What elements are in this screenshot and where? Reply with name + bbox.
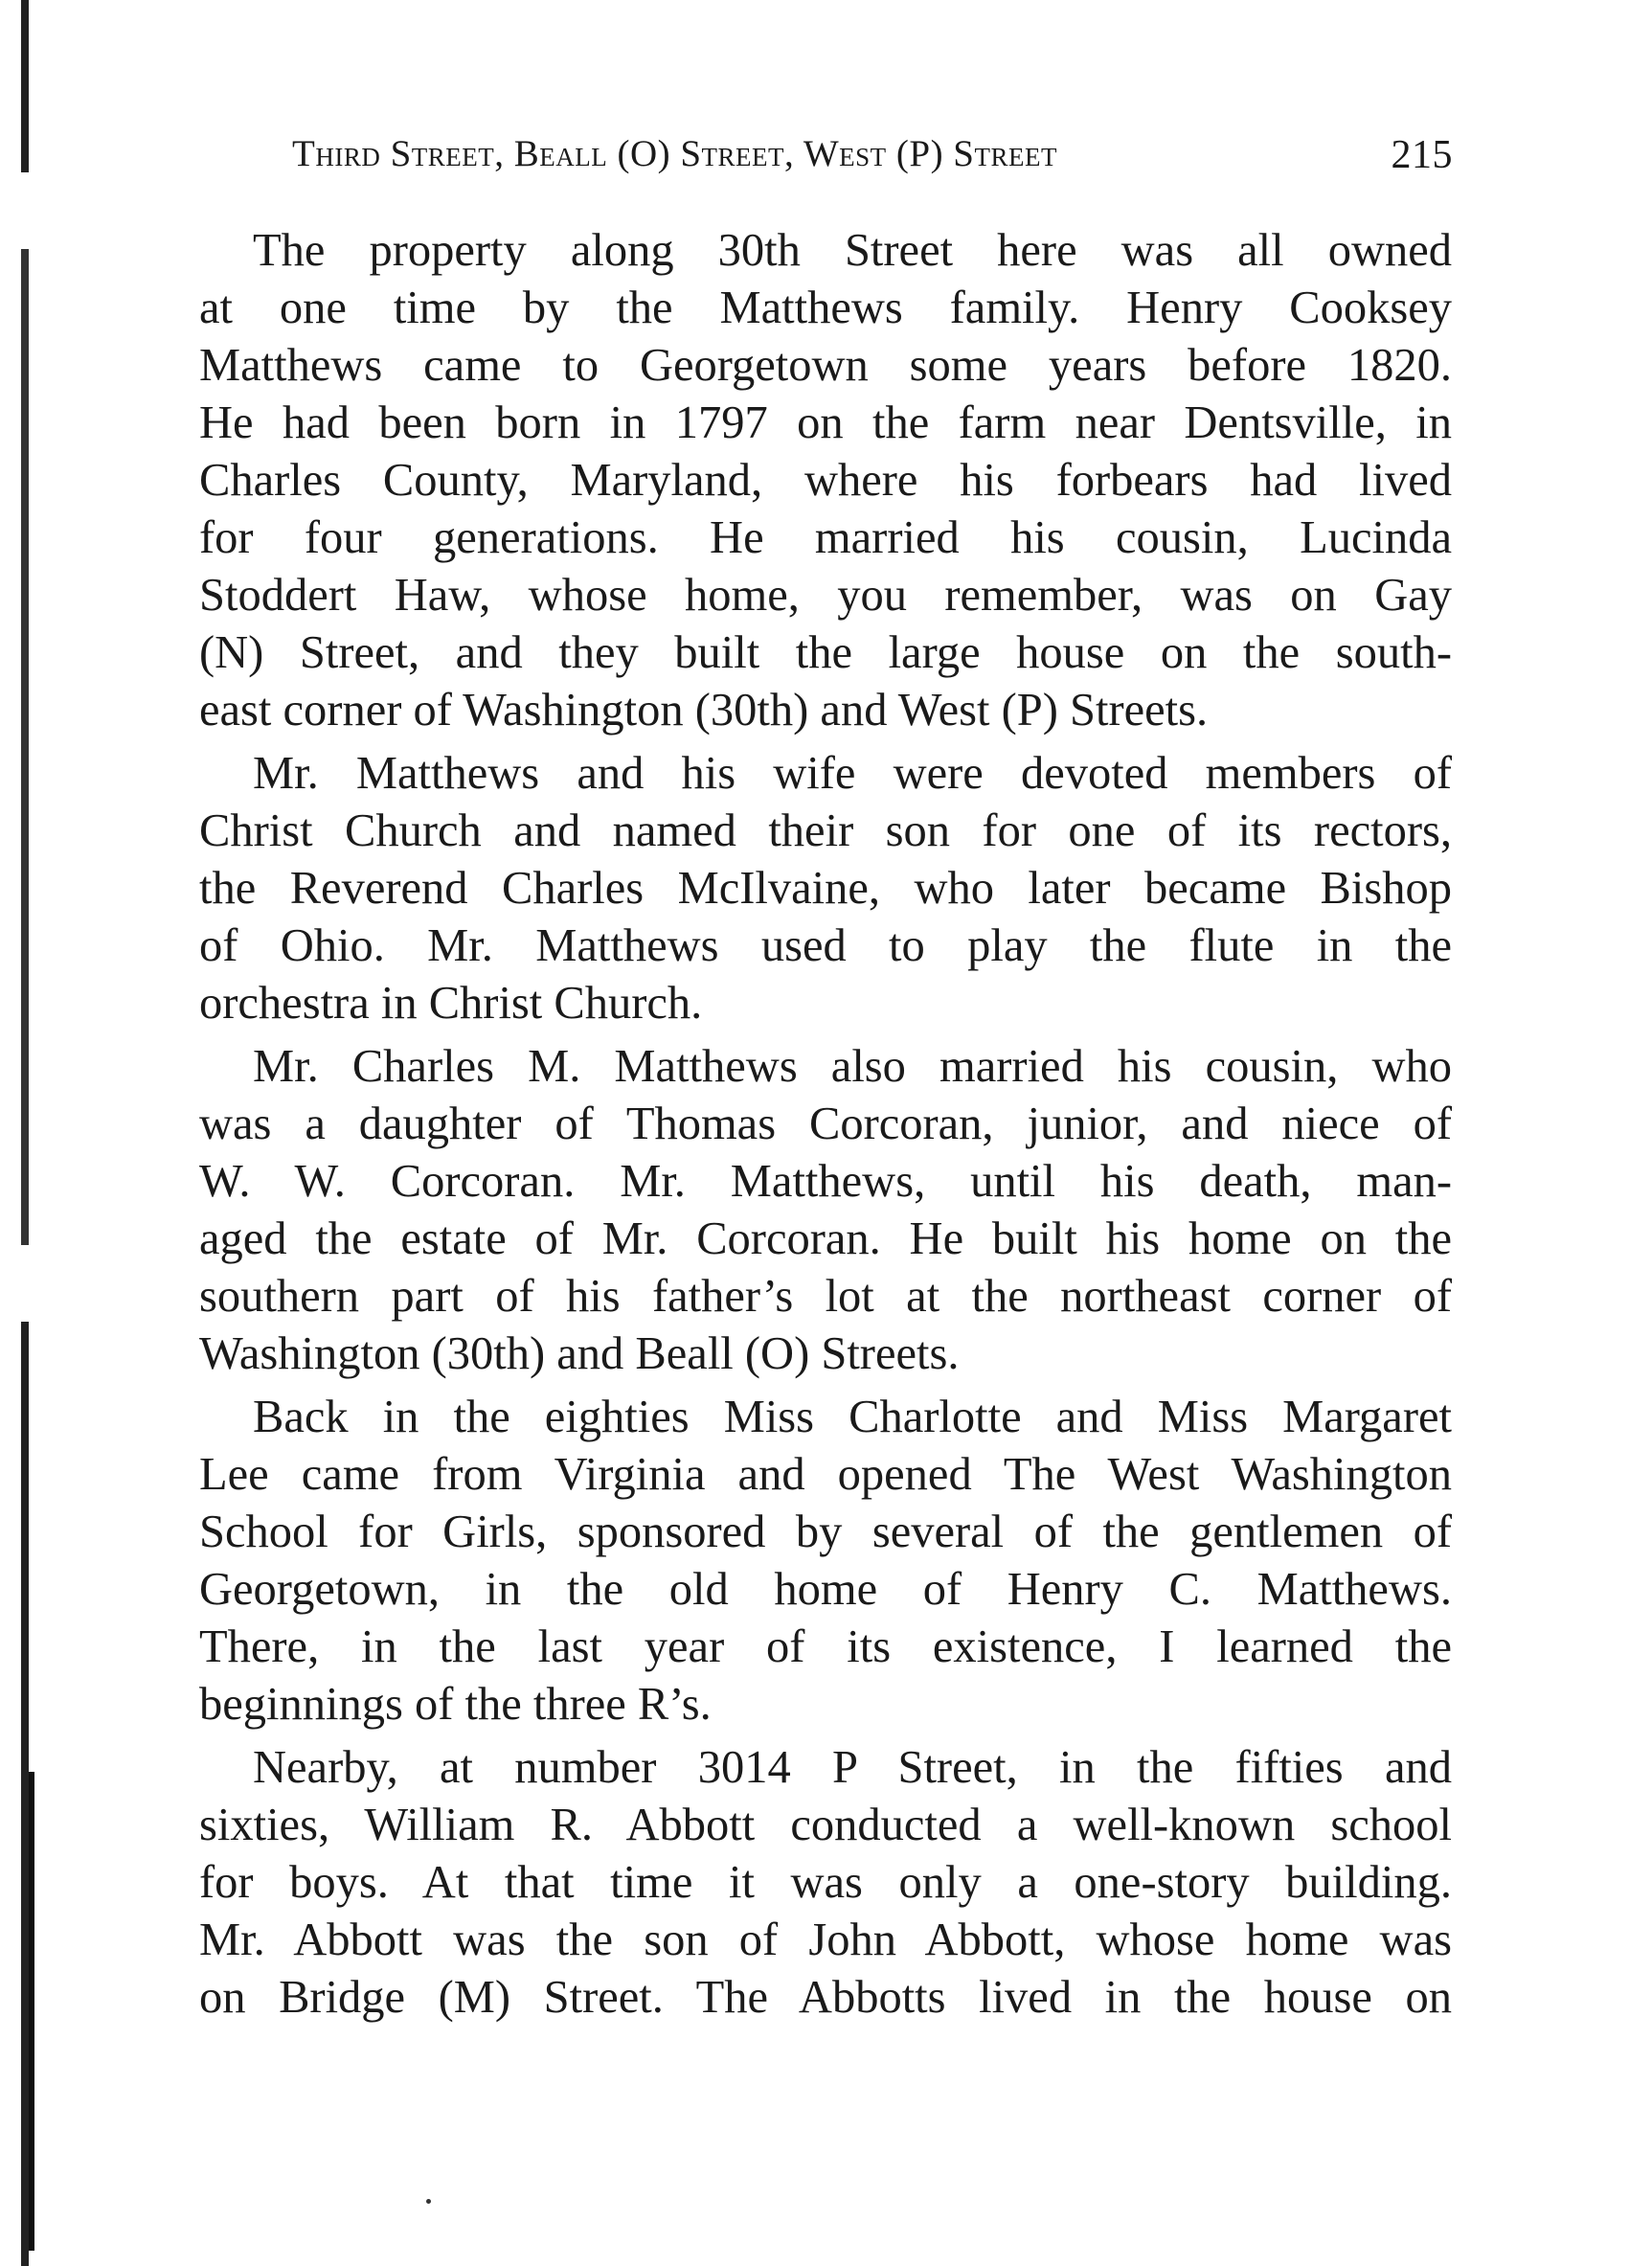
text-line: Mr. Matthews and his wife were devoted members of xyxy=(253,748,1452,799)
text-line: Mr. Abbott was the son of John Abbott, whose home was xyxy=(199,1915,1452,1965)
text-line: There, in the last year of its existence, I learned the xyxy=(199,1621,1452,1672)
text-line: east corner of Washington (30th) and West (P) Streets. xyxy=(199,685,1209,736)
text-line: on Bridge (M) Street. The Abbotts lived in the house on xyxy=(199,1972,1452,2023)
page-number: 215 xyxy=(1391,133,1453,177)
scan-binding-shadow xyxy=(29,1772,34,2251)
text-line: Georgetown, in the old home of Henry C. Matthews. xyxy=(199,1564,1452,1615)
text-line: orchestra in Christ Church. xyxy=(199,978,703,1029)
text-line: Mr. Charles M. Matthews also married his cousin, who xyxy=(253,1041,1452,1092)
text-line: Back in the eighties Miss Charlotte and Miss Margaret xyxy=(253,1392,1452,1442)
text-line: Nearby, at number 3014 P Street, in the fifties and xyxy=(253,1742,1452,1793)
page-header xyxy=(292,132,1453,190)
running-head: Third Street, Beall (O) Street, West (P) Street xyxy=(292,133,1057,174)
body-text xyxy=(199,222,1452,2032)
text-line: beginnings of the three R’s. xyxy=(199,1679,712,1730)
text-line: Christ Church and named their son for one of its rectors, xyxy=(199,805,1452,856)
text-line: was a daughter of Thomas Corcoran, junior, and niece of xyxy=(199,1099,1452,1149)
text-line: The property along 30th Street here was all owned xyxy=(253,225,1452,276)
text-line: at one time by the Matthews family. Henry Cooksey xyxy=(199,283,1452,333)
paragraph xyxy=(199,745,1452,1032)
paragraph xyxy=(199,1038,1452,1383)
text-line: the Reverend Charles McIlvaine, who later became Bishop xyxy=(199,863,1452,914)
text-line: School for Girls, sponsored by several of the gentlemen of xyxy=(199,1507,1452,1557)
text-line: Stoddert Haw, whose home, you remember, was on Gay xyxy=(199,570,1452,621)
text-line: sixties, William R. Abbott conducted a well-known school xyxy=(199,1800,1452,1850)
scan-speck xyxy=(426,2199,431,2204)
paragraph xyxy=(199,222,1452,739)
text-line: southern part of his father’s lot at the northeast corner of xyxy=(199,1271,1452,1322)
paragraph xyxy=(199,1739,1452,2027)
text-line: of Ohio. Mr. Matthews used to play the flute in the xyxy=(199,920,1452,971)
text-line: W. W. Corcoran. Mr. Matthews, until his death, man- xyxy=(199,1156,1452,1207)
text-line: for boys. At that time it was only a one-story building. xyxy=(199,1857,1452,1908)
text-line: aged the estate of Mr. Corcoran. He built his home on the xyxy=(199,1213,1452,1264)
text-line: He had been born in 1797 on the farm near Dentsville, in xyxy=(199,397,1452,448)
text-line: for four generations. He married his cousin, Lucinda xyxy=(199,512,1452,563)
scan-binding-edge xyxy=(21,0,29,2266)
text-line: Lee came from Virginia and opened The West Washington xyxy=(199,1449,1452,1500)
text-line: Washington (30th) and Beall (O) Streets. xyxy=(199,1328,960,1379)
text-line: Matthews came to Georgetown some years before 1820. xyxy=(199,340,1452,391)
text-line: Charles County, Maryland, where his forbears had lived xyxy=(199,455,1452,506)
paragraph xyxy=(199,1389,1452,1733)
text-line: (N) Street, and they built the large house on the south- xyxy=(199,627,1452,678)
